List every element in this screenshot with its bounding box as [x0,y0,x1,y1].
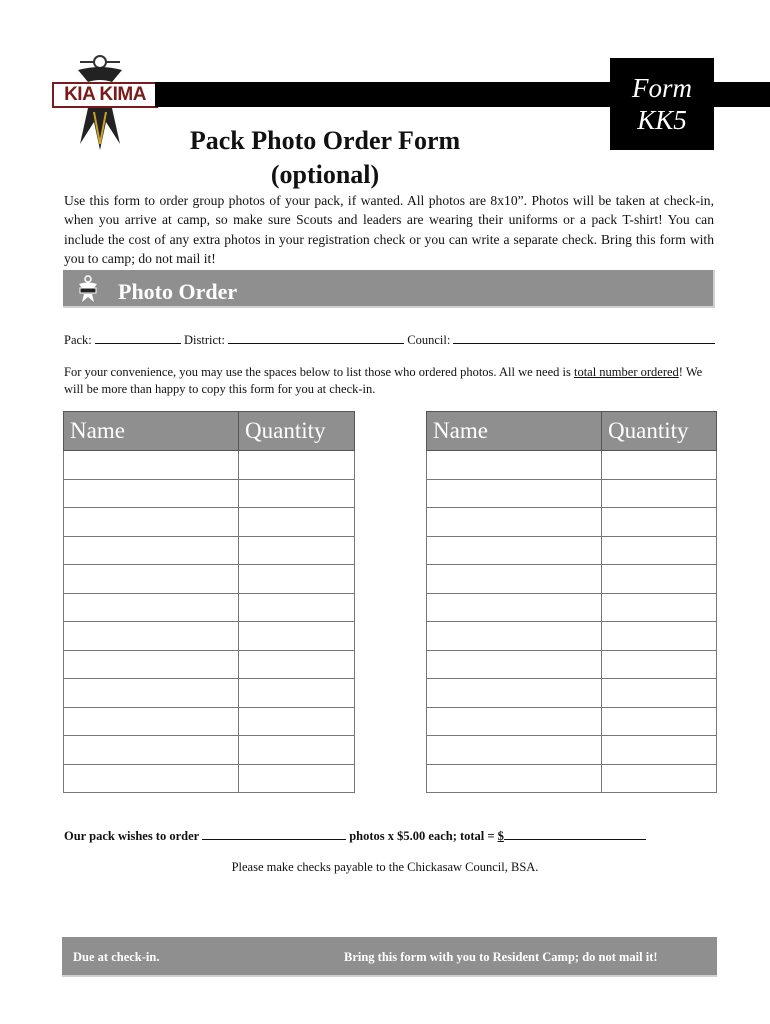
quantity-cell[interactable] [239,565,355,594]
quantity-cell[interactable] [602,622,717,651]
quantity-cell[interactable] [602,565,717,594]
quantity-cell[interactable] [602,707,717,736]
name-cell[interactable] [427,679,602,708]
quantity-cell[interactable] [239,451,355,480]
quantity-cell[interactable] [602,451,717,480]
table-row [64,451,355,480]
section-title: Photo Order [118,279,238,304]
table-row [427,650,717,679]
name-cell[interactable] [427,736,602,765]
quantity-cell[interactable] [602,479,717,508]
table-row [64,736,355,765]
form-number-box [610,58,714,150]
order-middle: photos x $5.00 each; total = [349,829,495,843]
table-row [427,736,717,765]
name-cell[interactable] [427,536,602,565]
pack-info-fields [64,330,715,348]
name-cell[interactable] [64,736,239,765]
quantity-cell[interactable] [239,536,355,565]
pack-field[interactable] [95,330,181,344]
quantity-cell[interactable] [239,508,355,537]
name-cell[interactable] [64,479,239,508]
table-row [427,622,717,651]
name-cell[interactable] [64,451,239,480]
table-row [427,479,717,508]
currency-symbol: $ [497,829,504,843]
quantity-column-header: Quantity [602,412,717,451]
name-cell[interactable] [64,536,239,565]
table-row [427,565,717,594]
table-row [64,593,355,622]
names-table-right [426,411,717,793]
page-title: Pack Photo Order Form (optional) [189,126,461,189]
table-row [64,650,355,679]
quantity-cell[interactable] [239,736,355,765]
quantity-cell[interactable] [239,764,355,793]
name-cell[interactable] [427,508,602,537]
name-cell[interactable] [427,650,602,679]
quantity-cell[interactable] [239,622,355,651]
table-row [64,707,355,736]
table-row [64,536,355,565]
mascot-icon [74,275,102,303]
table-row [427,508,717,537]
name-cell[interactable] [427,622,602,651]
table-row [427,593,717,622]
logo-wordmark: KIA KIMA [52,82,158,108]
quantity-cell[interactable] [239,479,355,508]
name-cell[interactable] [64,565,239,594]
form-number: KK5 [637,105,687,135]
pack-label: Pack: [64,333,92,347]
quantity-column-header: Quantity [239,412,355,451]
quantity-cell[interactable] [239,707,355,736]
name-cell[interactable] [64,650,239,679]
names-table-left [63,411,355,793]
name-cell[interactable] [427,565,602,594]
table-row [64,565,355,594]
name-cell[interactable] [64,764,239,793]
quantity-cell[interactable] [602,650,717,679]
name-cell[interactable] [427,593,602,622]
quantity-cell[interactable] [602,536,717,565]
table-row [427,536,717,565]
table-row [64,508,355,537]
quantity-cell[interactable] [602,679,717,708]
total-amount-field[interactable] [504,826,646,840]
quantity-cell[interactable] [602,736,717,765]
payable-note: Please make checks payable to the Chickasaw Council, BSA. [231,860,539,874]
table-row [64,479,355,508]
photo-count-field[interactable] [202,826,346,840]
quantity-cell[interactable] [602,508,717,537]
order-prefix: Our pack wishes to order [64,829,199,843]
table-row [64,764,355,793]
name-cell[interactable] [64,679,239,708]
table-row [427,451,717,480]
footer-reminder-text: Bring this form with you to Resident Camp; do not mail it! [344,950,658,964]
district-label: District: [184,333,225,347]
name-cell[interactable] [64,707,239,736]
table-row [427,707,717,736]
district-field[interactable] [228,330,404,344]
table-row [64,622,355,651]
council-field[interactable] [453,330,715,344]
intro-paragraph: Use this form to order group photos of your pack, if wanted. All photos are 8x10”. Photos will be taken at check-in, when you arrive at camp, so make sure Scouts and leaders are wearing their uniforms or a pack T-shirt! You can include the cost of any extra photos in your registration check or you can write a separate check. Bring this form with you to camp; do not mail it! [64,193,714,267]
name-cell[interactable] [427,479,602,508]
name-column-header: Name [427,412,602,451]
name-cell[interactable] [427,707,602,736]
table-row [64,679,355,708]
quantity-cell[interactable] [239,593,355,622]
quantity-cell[interactable] [239,679,355,708]
quantity-cell[interactable] [602,593,717,622]
council-label: Council: [407,333,451,347]
order-total-line [64,826,646,844]
table-row [427,764,717,793]
quantity-cell[interactable] [602,764,717,793]
table-row [427,679,717,708]
footer-due-text: Due at check-in. [73,950,160,964]
name-column-header: Name [64,412,239,451]
convenience-note: For your convenience, you may use the spaces below to list those who ordered photos. All we need is total number ordered! We will be more than happy to copy this form for you at check-in. [64,365,703,396]
underlined-phrase: total number ordered [573,365,679,379]
quantity-cell[interactable] [239,650,355,679]
name-cell[interactable] [64,593,239,622]
name-cell[interactable] [427,764,602,793]
name-cell[interactable] [64,622,239,651]
name-cell[interactable] [427,451,602,480]
name-cell[interactable] [64,508,239,537]
form-label: Form [632,73,692,103]
